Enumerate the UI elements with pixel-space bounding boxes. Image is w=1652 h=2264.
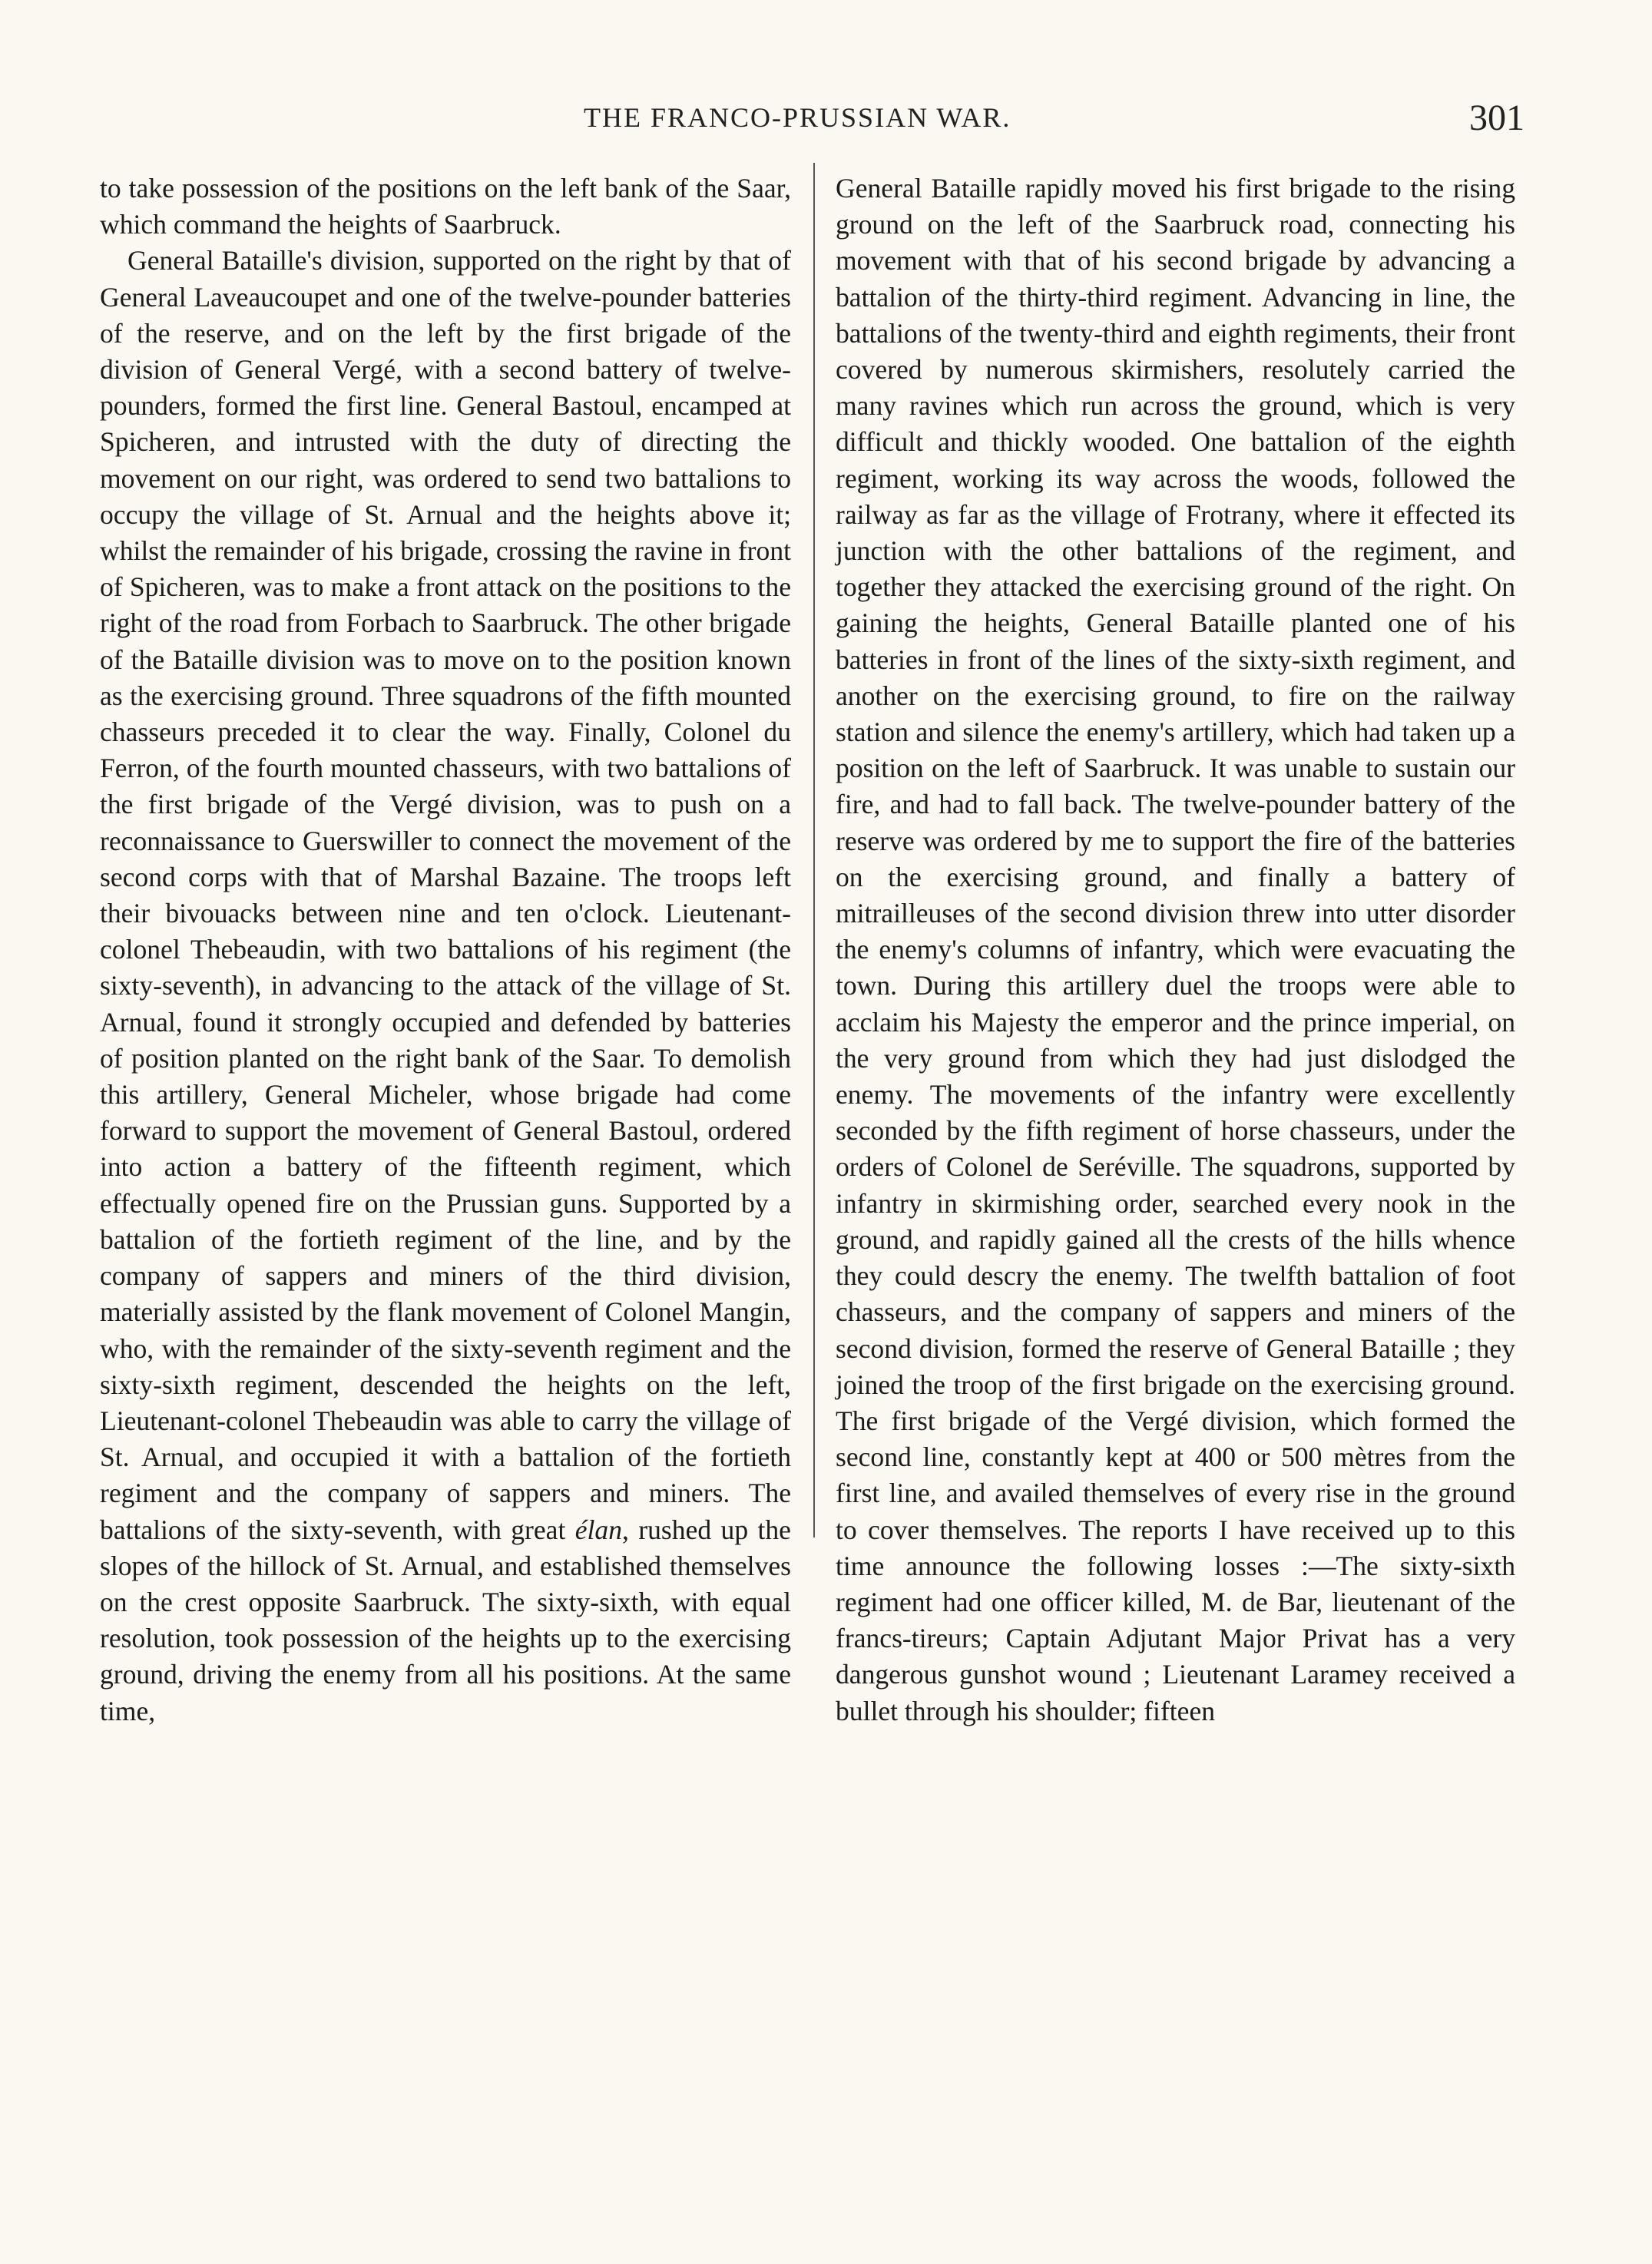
right-column (836, 170, 1515, 1729)
running-title: THE FRANCO-PRUSSIAN WAR. (584, 102, 1011, 133)
right-paragraph: General Bataille rapidly moved his first brigade to the rising ground on the left of the Saarbruck road, connecting his movement with that of his second brigade by advancing a battalion of the thirty-third regiment. Advancing in line, the battalions of the twenty-third and eighth regiments, their front covered by numerous skirmishers, resolutely carried the many ravines which run across the ground, which is very difficult and thickly wooded. One battalion of the eighth regiment, working its way across the woods, followed the railway as far as the village of Frotrany, where it effected its junction with the other battalions of the regiment, and together they attacked the exercising ground of the right. On gaining the heights, General Bataille planted one of his batteries in front of the lines of the sixty-sixth regiment, and another on the exercising ground, to fire on the railway station and silence the enemy's artillery, which had taken up a position on the left of Saarbruck. It was unable to sustain our fire, and had to fall back. The twelve-pounder battery of the reserve was ordered by me to support the fire of the batteries on the exercising ground, and finally a battery of mitrailleuses of the second division threw into utter disorder the enemy's columns of infantry, which were evacuating the town. During this artillery duel the troops were able to acclaim his Majesty the emperor and the prince imperial, on the very ground from which they had just dislodged the enemy. The movements of the infantry were excellently seconded by the fifth regiment of horse chasseurs, under the orders of Colonel de Seréville. The squadrons, supported by infantry in skirmishing order, searched every nook in the ground, and rapidly gained all the crests of the hills whence they could descry the enemy. The twelfth battalion of foot chasseurs, and the company of sappers and miners of the second division, formed the reserve of General Bataille ; they joined the troop of the first brigade on the exercising ground. The first brigade of the Vergé division, which formed the second line, constantly kept at 400 or 500 mètres from the first line, and availed themselves of every rise in the ground to cover themselves. The reports I have received up to this time announce the following losses :—The sixty-sixth regiment had one officer killed, M. de Bar, lieutenant of the francs-tireurs; Captain Adjutant Major Privat has a very dangerous gunshot wound ; Lieutenant Laramey received a bullet through his shoulder; fifteen (836, 173, 1515, 1726)
column-divider (813, 163, 815, 1537)
running-head (0, 98, 1525, 147)
left-paragraph-continued: to take possession of the positions on the left bank of the Saar, which command the heights of Saarbruck. (100, 173, 791, 240)
left-paragraph-tail: , rushed up the slopes of the hillock of St. Arnual, and established themselves on the crest opposite Saarbruck. The sixty-sixth, with equal resolution, took possession of the heights up to the exercising ground, driving the enemy from all his positions. At the same time, (100, 1514, 791, 1726)
left-paragraph-bataille-division (100, 243, 791, 1729)
left-column (100, 170, 791, 1729)
italic-term: élan (574, 1514, 623, 1545)
left-paragraph-text: General Bataille's division, supported on the right by that of General Laveaucoupet and one of the twelve-pounder batteries of the reserve, and on the left by the first brigade of the division of General Vergé, with a second battery of twelve-pounders, formed the first line. General Bastoul, encamped at Spicheren, and intrusted with the duty of directing the movement on our right, was ordered to send two battalions to occupy the village of St. Arnual and the heights above it; whilst the remainder of his brigade, crossing the ravine in front of Spicheren, was to make a front attack on the positions to the right of the road from Forbach to Saarbruck. The other brigade of the Bataille division was to move on to the position known as the exercising ground. Three squadrons of the fifth mounted chasseurs preceded it to clear the way. Finally, Colonel du Ferron, of the fourth mounted chasseurs, with two battalions of the first brigade of the Vergé division, was to push on a reconnaissance to Guerswiller to connect the movement of the second corps with that of Marshal Bazaine. The troops left their bivouacks between nine and ten o'clock. Lieutenant-colonel Thebeaudin, with two battalions of his regiment (the sixty-seventh), in advancing to the attack of the village of St. Arnual, found it strongly occupied and defended by batteries of position planted on the right bank of the Saar. To demolish this artillery, General Micheler, whose brigade had come forward to support the movement of General Bastoul, ordered into action a battery of the fifteenth regiment, which effectually opened fire on the Prussian guns. Supported by a battalion of the fortieth regiment of the line, and by the company of sappers and miners of the third division, materially assisted by the flank movement of Colonel Mangin, who, with the remainder of the sixty-seventh regiment and the sixty-sixth regiment, descended the heights on the left, Lieutenant-colonel Thebeaudin was able to carry the village of St. Arnual, and occupied it with a battalion of the fortieth regiment and the company of sappers and miners. The battalions of the sixty-seventh, with great (100, 245, 791, 1545)
page-number: 301 (1469, 98, 1525, 138)
